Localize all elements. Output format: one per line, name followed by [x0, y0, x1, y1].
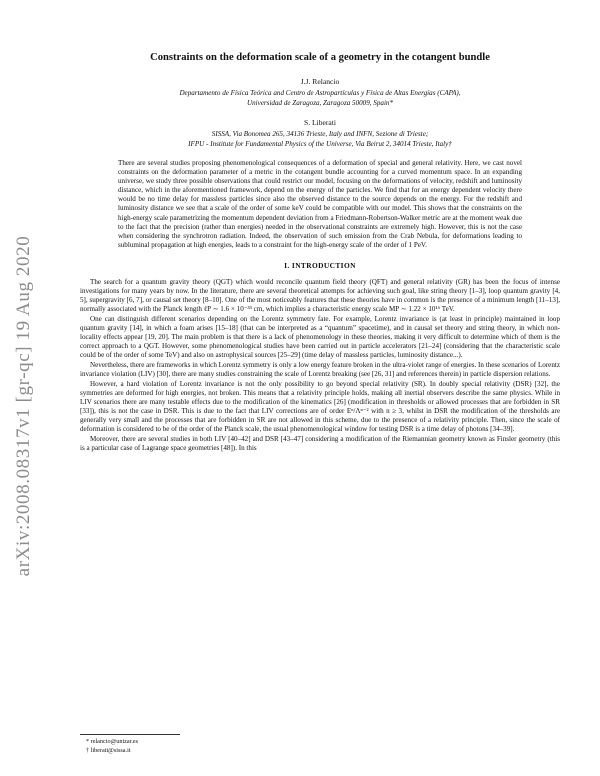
footnotes: [80, 738, 560, 755]
paragraph-4: However, a hard violation of Lorentz invariance is not the only possibility to go beyond special relativity (SR). In doubly special relativity (DSR) [32], the symmetries are deformed for high energies, not broken. This means that a relativity principle holds, making all inertial observers describe the same physics. While in LIV scenarios there are many testable effects due to the modification of the kinematics [26] (modification in thresholds or allowed processes that are forbidden in SR [33]), this is not the case in DSR. This is due to the fact that LIV corrections are of order Eⁿ/Λⁿ⁻² with n ≥ 3, whilst in DSR the modification of the thresholds are generally very small and the processes that are forbidden in SR are not allowed in this scheme, due to the presence of a relativity principle. Then, since the scale of deformation is considered to be of the order of the Planck scale, the usual phenomenological window for testing DSR is a time delay of photons [34–39].: [80, 379, 560, 433]
author-2-affiliation-line-2: IFPU - Institute for Fundamental Physics of the Universe, Via Beirut 2, 34014 Trieste, Italy†: [188, 140, 452, 148]
footnote-divider: [80, 734, 180, 735]
arxiv-identifier: arXiv:2008.08317v1 [gr-qc] 19 Aug 2020: [13, 235, 34, 577]
paper-title: Constraints on the deformation scale of a geometry in the cotangent bundle: [150, 52, 490, 63]
section-heading-introduction: I. INTRODUCTION: [284, 261, 356, 270]
author-1-affiliation-line-2: Universidad de Zaragoza, Zaragoza 50009, Spain*: [246, 99, 394, 107]
paragraph-2: One can distinguish different scenarios depending on the Lorentz symmetry fate. For example, Lorentz invariance is (at least in principle) maintained in loop quantum gravity [14], in which a foam arises [15–18] (that can be interpreted as a “quantum” spacetime), and in causal set theory and string theory, in which non-locality effects appear [19, 20]. The main problem is that there is a lack of phenomenology in these theories, making it very difficult to determine which of them is the correct approach to a QGT. However, some phenomenological studies have been carried out in particle accelerators [21–24] (considering that the characteristic scale could be of the order of some TeV) and also on astrophysical sources [25–29] (time delay of massless particles, luminosity distance...).: [80, 314, 560, 360]
author-1-name: J.J. Relancio: [300, 77, 340, 86]
abstract: There are several studies proposing phenomenological consequences of a deformation of special and general relativity. Here, we cast novel constraints on the deformation parameter of a metric in the cotangent bundle accounting for a curved momentum space. In an expanding universe, we study three possible observations that could restrict our model, focusing on the deformations of velocity, redshift and luminosity distance, which in the aforementioned framework, depend on the energy of the particles. We find that for an energy dependent velocity there would be no time delay for massless particles since also the observed distance to the source depends on the energy. For the redshift and luminosity distance we see that a scale of the order of some keV could be compatible with our model. This shows that the constraints on the high-energy scale parametrizing the momentum dependent deviation from a Friedmann-Robertson-Walker metric are at the moment weak due to the fact that the precision (rather than energies) needed in the observational constraints are extremely high. However, this is not the case when considering the synchrotron radiation. Indeed, the observation of such emission from the Crab Nebula, for deformations leading to subluminal propagation at high energies, leads to a constraint for the high-energy scale of the order of 1 PeV.: [118, 159, 522, 249]
footnote-email-2: † liberati@sissa.it: [86, 746, 131, 754]
paragraph-3: Nevertheless, there are frameworks in which Lorentz symmetry is only a low energy feature broken in the ultra-violet range of energies. In these scenarios of Lorentz invariance violation (LIV) [30], there are many studies constraining the scale of Lorentz breaking (see [26, 31] and references therein) in particle dispersion relations.: [80, 360, 560, 378]
paragraph-5: Moreover, there are several studies in both LIV [40–42] and DSR [43–47] considering a modification of the Riemannian geometry known as Finsler geometry (this is a particular case of Lagrange space geometries [48]). In this: [80, 434, 560, 452]
introduction-body: [80, 278, 560, 453]
arxiv-identifier-sidebar: [6, 176, 42, 636]
author-2-affiliation-line-1: SISSA, Via Bonomea 265, 34136 Trieste, Italy and INFN, Sezione di Trieste;: [211, 130, 429, 138]
author-2-name: S. Liberati: [303, 118, 337, 127]
author-1-affiliation-line-1: Departamento de Física Teórica and Centro de Astropartículas y Física de Altas Energías (CAPA),: [179, 89, 461, 97]
footnote-email-1: * relancio@unizar.es: [86, 738, 139, 745]
paragraph-1: The search for a quantum gravity theory (QGT) which would reconcile quantum field theory (QFT) and general relativity (GR) has been the focus of intense investigations for many years by now. In the literature, there are several theoretical attempts for achieving such goal, like string theory [1–3], loop quantum gravity [4, 5], supergravity [6, 7], or causal set theory [8–10]. One of the most noticeably features that these theories have in common is the presence of a minimum length [11–13], normally associated with the Planck length ℓP ∼ 1.6 × 10⁻³³ cm, which implies a characteristic energy scale MP ∼ 1.22 × 10¹⁶ TeV.: [80, 278, 560, 314]
